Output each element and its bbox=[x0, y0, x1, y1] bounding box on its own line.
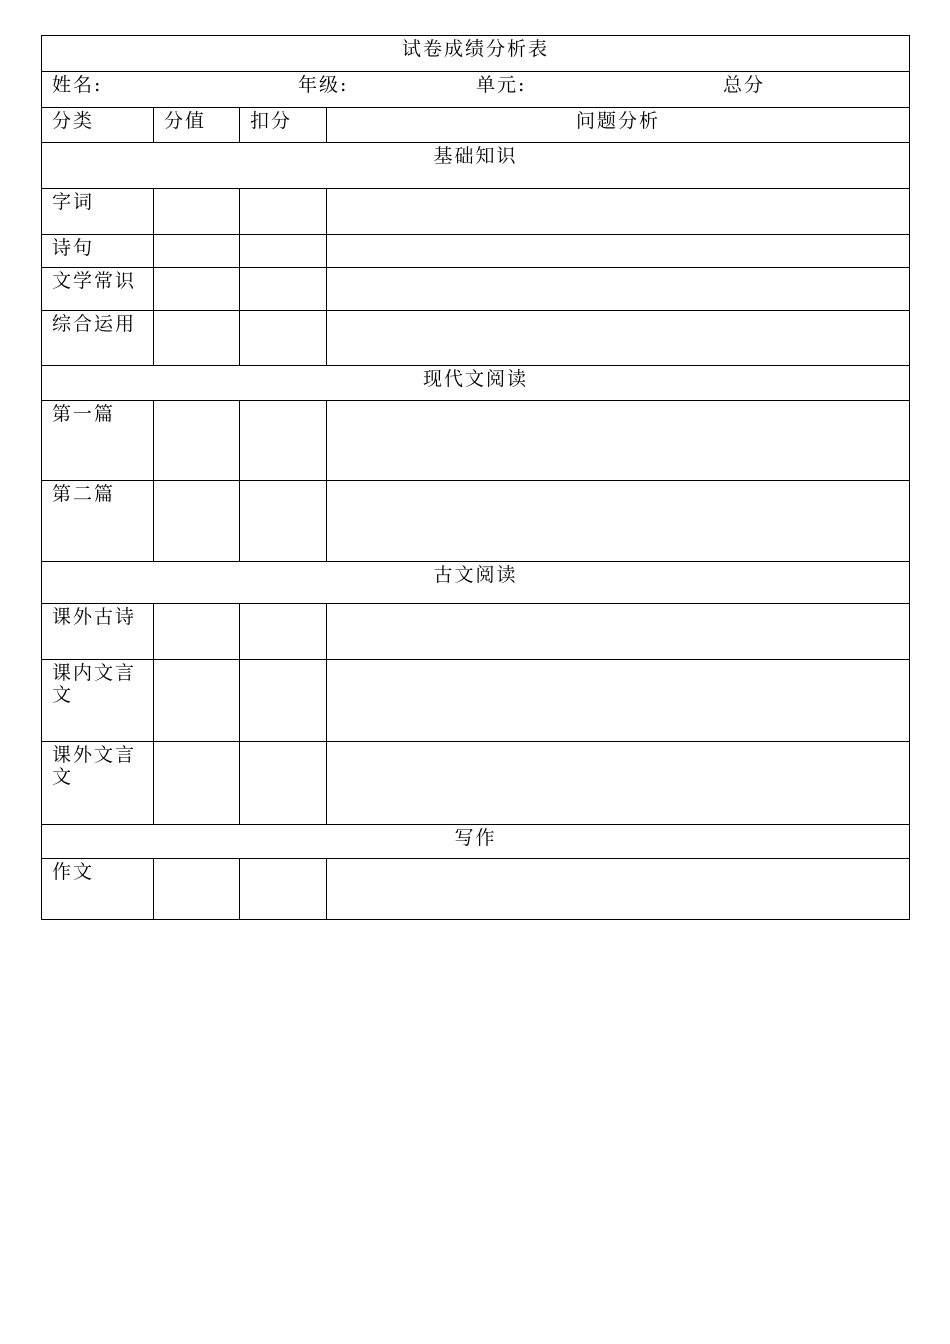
analysis-cell[interactable] bbox=[327, 235, 910, 268]
info-cell bbox=[42, 72, 910, 108]
sheet-title: 试卷成绩分析表 bbox=[42, 36, 910, 72]
analysis-cell[interactable] bbox=[327, 859, 910, 920]
analysis-cell[interactable] bbox=[327, 311, 910, 366]
category-cell: 第一篇 bbox=[42, 401, 154, 481]
score-cell[interactable] bbox=[154, 401, 240, 481]
table-row bbox=[42, 235, 910, 268]
score-cell[interactable] bbox=[154, 481, 240, 562]
category-cell: 作文 bbox=[42, 859, 154, 920]
category-cell: 课内文言文 bbox=[42, 660, 154, 742]
section-title-modern-reading: 现代文阅读 bbox=[42, 366, 910, 401]
analysis-cell[interactable] bbox=[327, 604, 910, 660]
unit-label: 单元: bbox=[476, 74, 527, 96]
table-row bbox=[42, 189, 910, 235]
grade-label: 年级: bbox=[298, 74, 349, 96]
column-header-deduction: 扣分 bbox=[240, 108, 327, 143]
section-row bbox=[42, 825, 910, 859]
table-row bbox=[42, 660, 910, 742]
deduction-cell[interactable] bbox=[240, 401, 327, 481]
section-title-basic-knowledge: 基础知识 bbox=[42, 143, 910, 189]
column-header-category: 分类 bbox=[42, 108, 154, 143]
score-cell[interactable] bbox=[154, 235, 240, 268]
section-title-writing: 写作 bbox=[42, 825, 910, 859]
deduction-cell[interactable] bbox=[240, 660, 327, 742]
analysis-cell[interactable] bbox=[327, 189, 910, 235]
score-cell[interactable] bbox=[154, 859, 240, 920]
deduction-cell[interactable] bbox=[240, 268, 327, 311]
name-label: 姓名: bbox=[52, 74, 103, 96]
score-analysis-table bbox=[41, 35, 910, 920]
category-cell: 文学常识 bbox=[42, 268, 154, 311]
deduction-cell[interactable] bbox=[240, 189, 327, 235]
analysis-cell[interactable] bbox=[327, 742, 910, 825]
category-cell: 综合运用 bbox=[42, 311, 154, 366]
section-title-classical-reading: 古文阅读 bbox=[42, 562, 910, 604]
category-cell: 诗句 bbox=[42, 235, 154, 268]
table-row bbox=[42, 859, 910, 920]
section-row bbox=[42, 366, 910, 401]
score-cell[interactable] bbox=[154, 311, 240, 366]
header-row bbox=[42, 108, 910, 143]
category-cell: 课外文言文 bbox=[42, 742, 154, 825]
table-row bbox=[42, 481, 910, 562]
analysis-cell[interactable] bbox=[327, 268, 910, 311]
deduction-cell[interactable] bbox=[240, 311, 327, 366]
total-label: 总分 bbox=[723, 74, 766, 96]
analysis-cell[interactable] bbox=[327, 660, 910, 742]
table-row bbox=[42, 268, 910, 311]
table-row bbox=[42, 742, 910, 825]
deduction-cell[interactable] bbox=[240, 604, 327, 660]
deduction-cell[interactable] bbox=[240, 481, 327, 562]
table-row bbox=[42, 604, 910, 660]
score-cell[interactable] bbox=[154, 742, 240, 825]
deduction-cell[interactable] bbox=[240, 235, 327, 268]
category-cell: 第二篇 bbox=[42, 481, 154, 562]
score-cell[interactable] bbox=[154, 660, 240, 742]
analysis-cell[interactable] bbox=[327, 401, 910, 481]
analysis-cell[interactable] bbox=[327, 481, 910, 562]
section-row bbox=[42, 562, 910, 604]
category-cell: 课外古诗 bbox=[42, 604, 154, 660]
deduction-cell[interactable] bbox=[240, 859, 327, 920]
category-cell: 字词 bbox=[42, 189, 154, 235]
table-row bbox=[42, 311, 910, 366]
table-row bbox=[42, 401, 910, 481]
deduction-cell[interactable] bbox=[240, 742, 327, 825]
column-header-score: 分值 bbox=[154, 108, 240, 143]
score-cell[interactable] bbox=[154, 189, 240, 235]
score-cell[interactable] bbox=[154, 268, 240, 311]
score-cell[interactable] bbox=[154, 604, 240, 660]
title-row bbox=[42, 36, 910, 72]
section-row bbox=[42, 143, 910, 189]
info-row bbox=[42, 72, 910, 108]
column-header-analysis: 问题分析 bbox=[327, 108, 910, 143]
